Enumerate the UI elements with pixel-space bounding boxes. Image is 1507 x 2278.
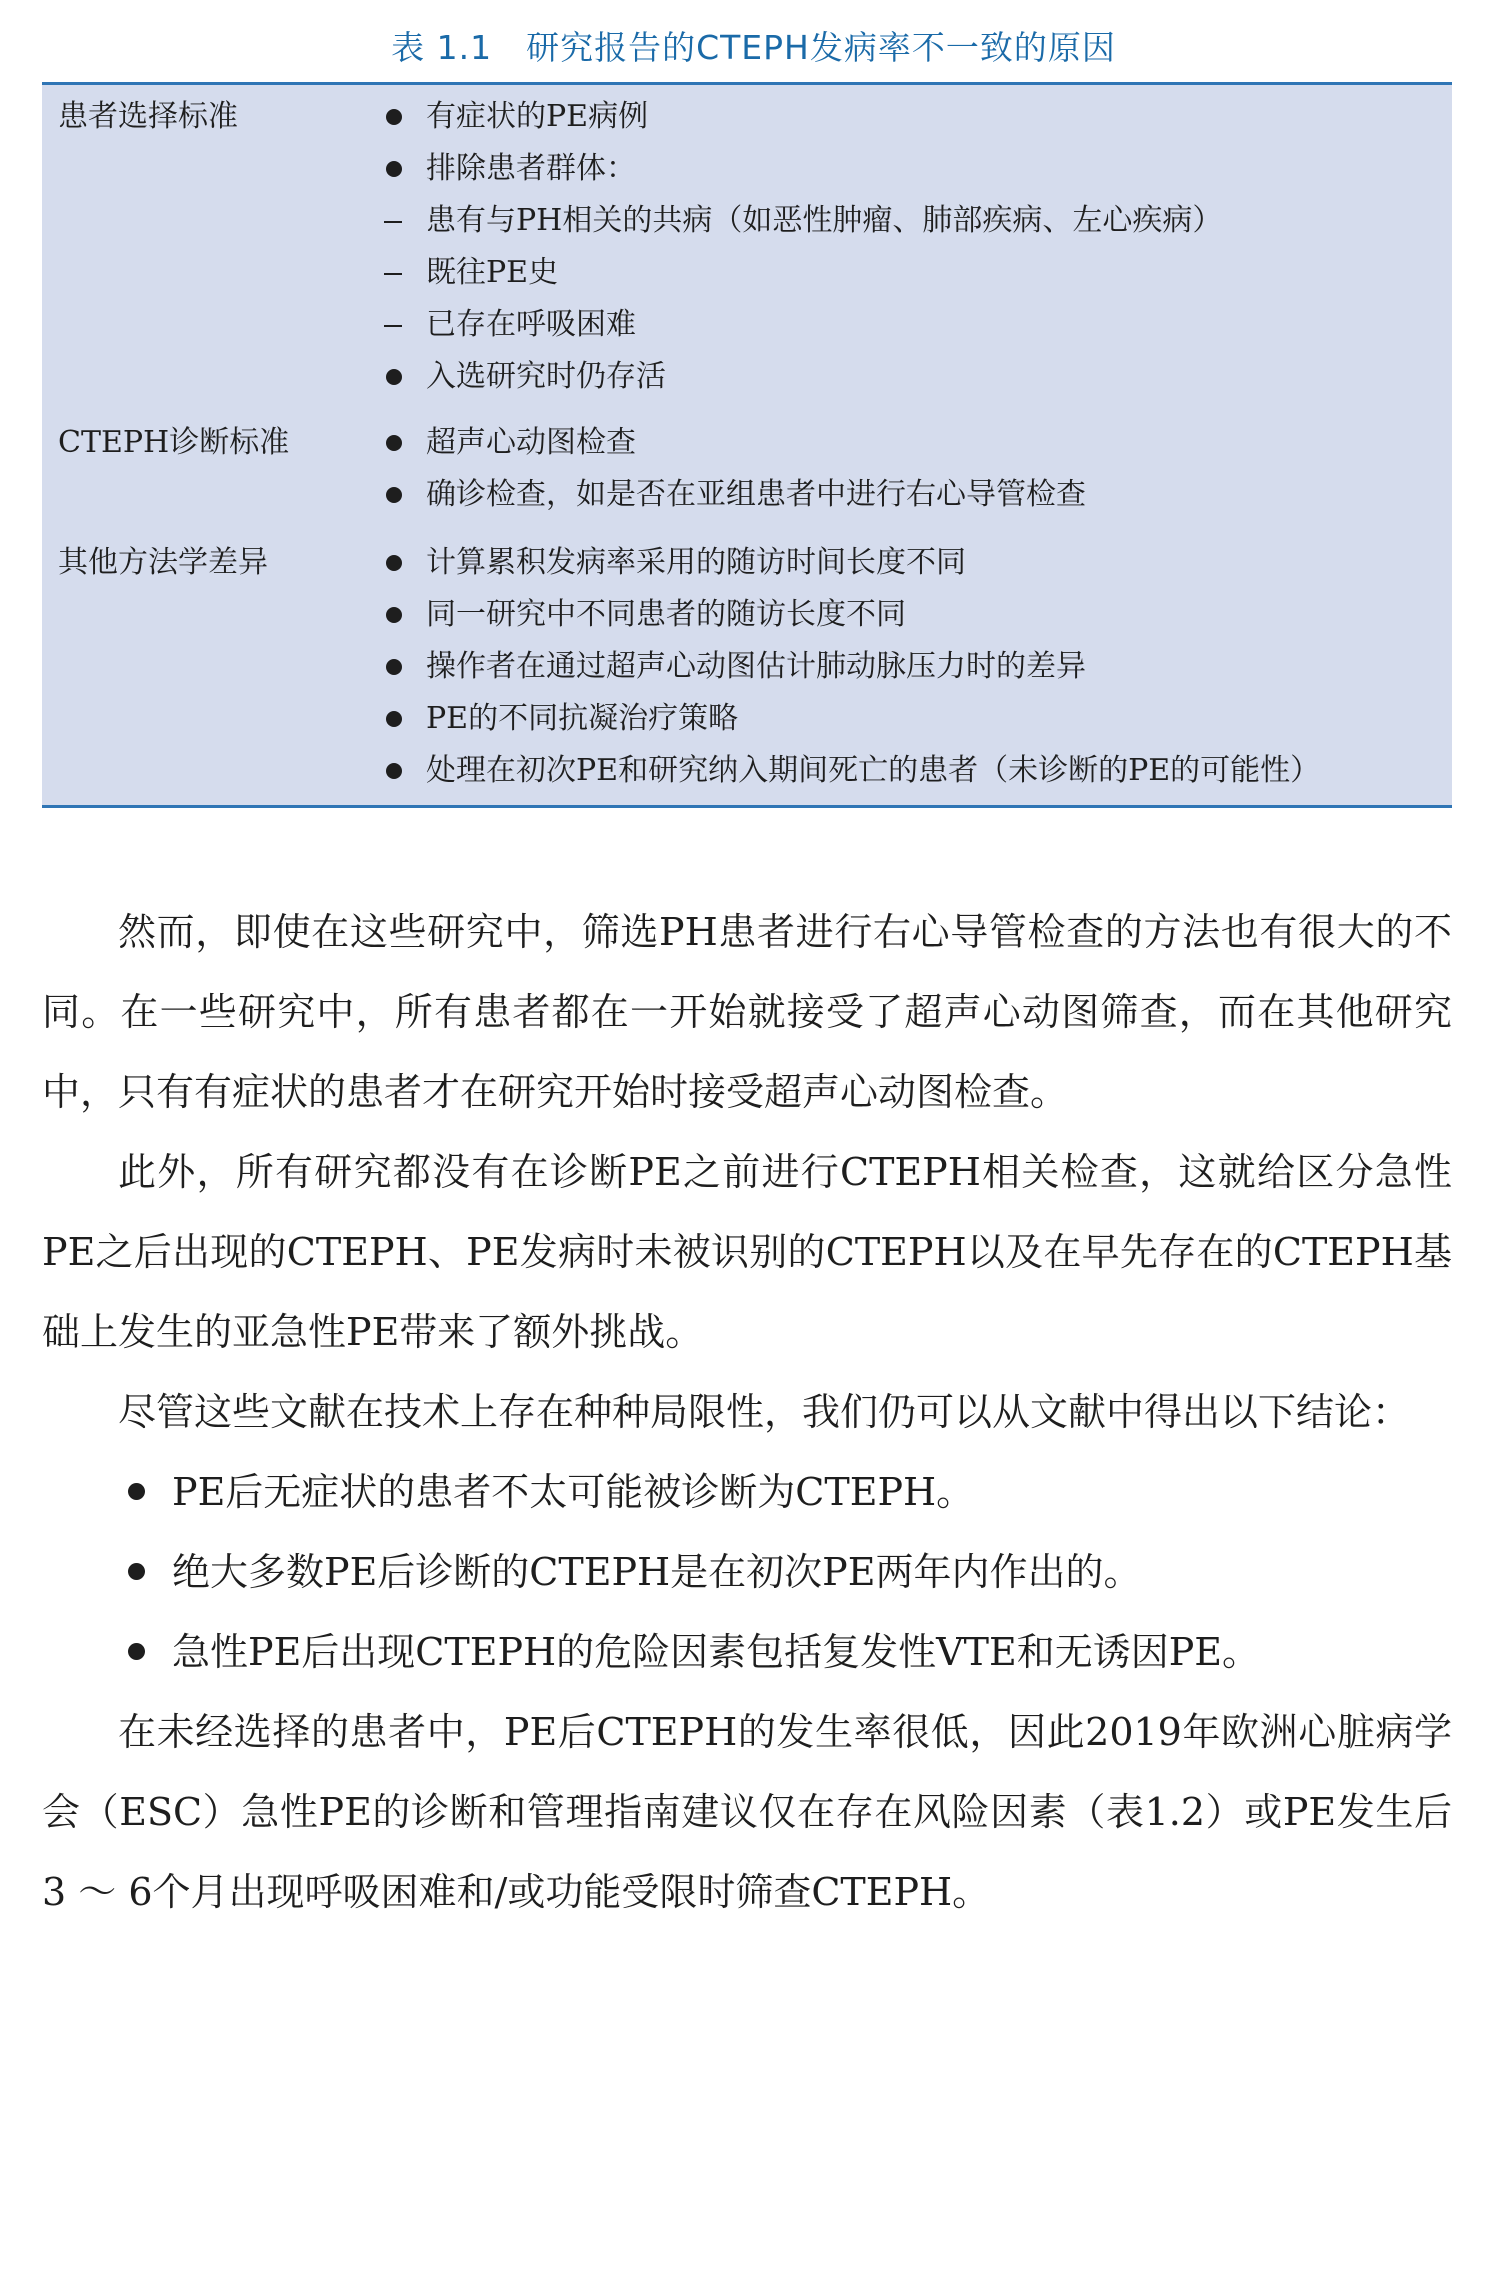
dash-icon (384, 221, 402, 223)
list-item (382, 91, 1222, 143)
bullet-icon (128, 1643, 145, 1660)
list-item (382, 351, 1222, 403)
item-text: 确诊检查，如是否在亚组患者中进行右心导管检查 (426, 477, 1086, 512)
bullet-icon (386, 109, 402, 125)
list-item (382, 299, 1222, 351)
bullet-icon (386, 161, 402, 177)
item-text: PE的不同抗凝治疗策略 (426, 701, 739, 736)
row-items (382, 417, 1086, 521)
list-item (42, 1532, 1452, 1612)
list-item (382, 589, 1320, 641)
conclusion-list (42, 1452, 1452, 1692)
list-item (382, 745, 1320, 797)
list-item (382, 641, 1320, 693)
bullet-icon (386, 763, 402, 779)
row-label: 其他方法学差异 (58, 545, 268, 580)
item-text: 计算累积发病率采用的随访时间长度不同 (426, 545, 966, 580)
bullet-icon (386, 711, 402, 727)
bullet-icon (386, 555, 402, 571)
row-label: CTEPH诊断标准 (58, 425, 290, 460)
bullet-icon (386, 607, 402, 623)
row-items (382, 91, 1222, 403)
list-item (42, 1452, 1452, 1532)
table-1-1 (42, 82, 1452, 808)
item-text: 超声心动图检查 (426, 425, 636, 460)
item-text: 处理在初次PE和研究纳入期间死亡的患者（未诊断的PE的可能性） (426, 753, 1321, 788)
table-caption (0, 22, 1507, 69)
item-text: 患有与PH相关的共病（如恶性肿瘤、肺部疾病、左心疾病） (426, 203, 1223, 238)
bullet-icon (386, 487, 402, 503)
item-text: 操作者在通过超声心动图估计肺动脉压力时的差异 (426, 649, 1086, 684)
item-text: PE后无症状的患者不太可能被诊断为CTEPH。 (172, 1470, 975, 1514)
list-item (382, 247, 1222, 299)
list-item (382, 469, 1086, 521)
bullet-icon (386, 659, 402, 675)
list-item (382, 693, 1320, 745)
item-text: 已存在呼吸困难 (426, 307, 636, 342)
row-items (382, 537, 1320, 797)
item-text: 急性PE后出现CTEPH的危险因素包括复发性VTE和无诱因PE。 (172, 1630, 1261, 1674)
list-item (382, 537, 1320, 589)
bullet-icon (386, 369, 402, 385)
dash-icon (384, 325, 402, 327)
row-label: 患者选择标准 (58, 99, 238, 134)
table-number: 表 1.1 (391, 28, 493, 67)
bullet-icon (128, 1563, 145, 1580)
item-text: 既往PE史 (426, 255, 559, 290)
item-text: 同一研究中不同患者的随访长度不同 (426, 597, 906, 632)
bullet-icon (386, 435, 402, 451)
paragraph-1: 然而，即使在这些研究中，筛选PH患者进行右心导管检查的方法也有很大的不同。在一些研究中，所有患者都在一开始就接受了超声心动图筛查，而在其他研究中，只有有症状的患者才在研究开始时接受超声心动图检查。 (42, 910, 1452, 1114)
item-text: 排除患者群体： (426, 151, 636, 186)
item-text: 绝大多数PE后诊断的CTEPH是在初次PE两年内作出的。 (172, 1550, 1142, 1594)
list-item (382, 143, 1222, 195)
body-text (42, 892, 1452, 1932)
paragraph-4: 在未经选择的患者中，PE后CTEPH的发生率很低，因此2019年欧洲心脏病学会（ESC）急性PE的诊断和管理指南建议仅在存在风险因素（表1.2）或PE发生后3 ～ 6个月出现呼吸困难和/或功能受限时筛查CTEPH。 (42, 1710, 1452, 1914)
list-item (382, 195, 1222, 247)
dash-icon (384, 273, 402, 275)
paragraph-2: 此外，所有研究都没有在诊断PE之前进行CTEPH相关检查，这就给区分急性PE之后出现的CTEPH、PE发病时未被识别的CTEPH以及在早先存在的CTEPH基础上发生的亚急性PE带来了额外挑战。 (42, 1150, 1452, 1354)
list-item (42, 1612, 1452, 1692)
item-text: 有症状的PE病例 (426, 99, 649, 134)
list-item (382, 417, 1086, 469)
bullet-icon (128, 1483, 145, 1500)
table-title: 研究报告的CTEPH发病率不一致的原因 (526, 28, 1116, 67)
item-text: 入选研究时仍存活 (426, 359, 666, 394)
paragraph-3: 尽管这些文献在技术上存在种种局限性，我们仍可以从文献中得出以下结论： (118, 1390, 1411, 1434)
